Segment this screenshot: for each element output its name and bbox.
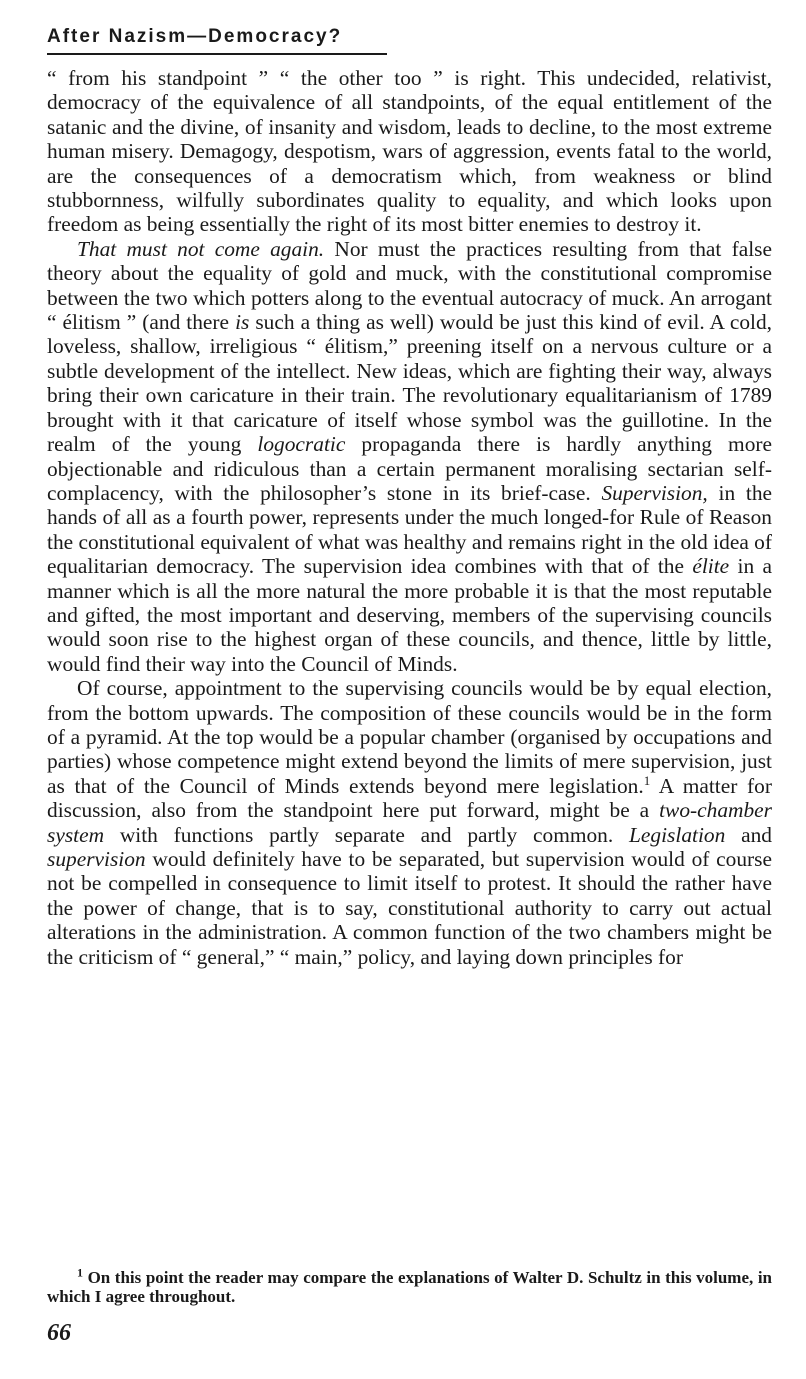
paragraph-2 — [47, 237, 772, 676]
footnote-text — [47, 1265, 772, 1306]
text-run: supervision — [47, 847, 146, 871]
text-run: in a manner which is all the more natural the more probable it is that the most reputable and gifted, the most important and deserving, members of the supervising councils would soon rise to the highest organ of these councils, and thence, little by little, would find their way into the Council of Minds. — [47, 554, 772, 676]
text-run: is — [235, 310, 250, 335]
text-run: logocratic — [257, 432, 346, 457]
text-run: That must not come again. — [77, 236, 325, 261]
text-run: in the hands of all as a fourth power, represents under the much longed-for Rule of Reason the constitutional equivalent of what was healthy and remains right in the old idea of equalitarian democracy. The supervision idea combines with that of the — [47, 480, 773, 579]
header-rule — [47, 53, 387, 55]
footnote-marker: 1 — [77, 1265, 83, 1280]
paragraph-3 — [47, 676, 772, 969]
text-run: Of course, appointment to the supervising councils would be by equal election, from the bottom upwards. The composition of these councils would be in the form of a pyramid. At the top would be a popular chamber (organised by occupations and parties) whose competence might extend beyond the limits of mere supervision, just as that of the Council of Minds extends beyond mere legislation. — [47, 676, 772, 798]
text-run: A matter for discussion, also from the standpoint here put forward, might be a — [47, 773, 772, 823]
text-run: with functions partly separate and partly common. — [104, 822, 630, 847]
paragraph-1 — [47, 66, 772, 237]
footnote-body: On this point the reader may compare the explanations of Walter D. Schultz in this volume, in which I agree throughout. — [47, 1268, 772, 1306]
running-header: After Nazism—Democracy? — [47, 26, 343, 47]
text-run: and — [725, 822, 772, 847]
text-run: such a thing as well) would be just this kind of evil. A cold, loveless, shallow, irreligious “ élitism,” preening itself on a nervous culture or a subtle development of the intellect. New ideas, which are fighting their way, always bring their own caricature in their train. The revolutionary equalitarianism of 1789 brought with it that caricature of itself whose symbol was the guillotine. In the realm of the young — [47, 310, 773, 457]
text-run: élite — [692, 554, 730, 579]
footnote — [47, 1265, 772, 1306]
text-run: propaganda there is hardly anything more objectionable and ridiculous than a certain permanent moralising sectarian self-complacency, with the philosopher’s stone in its brief-case. — [47, 432, 773, 505]
text-run: two-chamber system — [47, 798, 772, 847]
text-run: would definitely have to be separated, but supervision would of course not be compelled in consequence to limit itself to protest. It should the rather have the power of change, that is to say, constitutional authority to carry out actual alterations in the administration. A common function of the two chambers might be the criticism of “ general,” “ main,” policy, and laying down principles for — [47, 847, 772, 969]
page-number: 66 — [47, 1320, 71, 1346]
text-run: Legislation — [629, 822, 726, 847]
text-run: Supervision, — [601, 480, 708, 505]
footnote-ref: 1 — [643, 772, 651, 788]
text-run: Nor must the practices resulting from that false theory about the equality of gold and muck, with the constitutional compromise between the two which potters along to the eventual autocracy of muck. An arrogant “ élitism ” (and there — [47, 236, 772, 335]
body-text — [47, 66, 772, 969]
text-run: “ from his standpoint ” “ the other too ” is right. This undecided, relativist, democracy of the equivalence of all standpoints, of the equal entitlement of the satanic and the divine, of insanity and wisdom, leads to decline, to the most extreme human misery. Demagogy, despotism, wars of aggression, events fatal to the world, are the consequences of a democratism which, from weakness or blind stubbornness, wilfully subordinates quality to equality, and which looks upon freedom as being essentially the right of its most bitter enemies to destroy it. — [47, 66, 772, 237]
